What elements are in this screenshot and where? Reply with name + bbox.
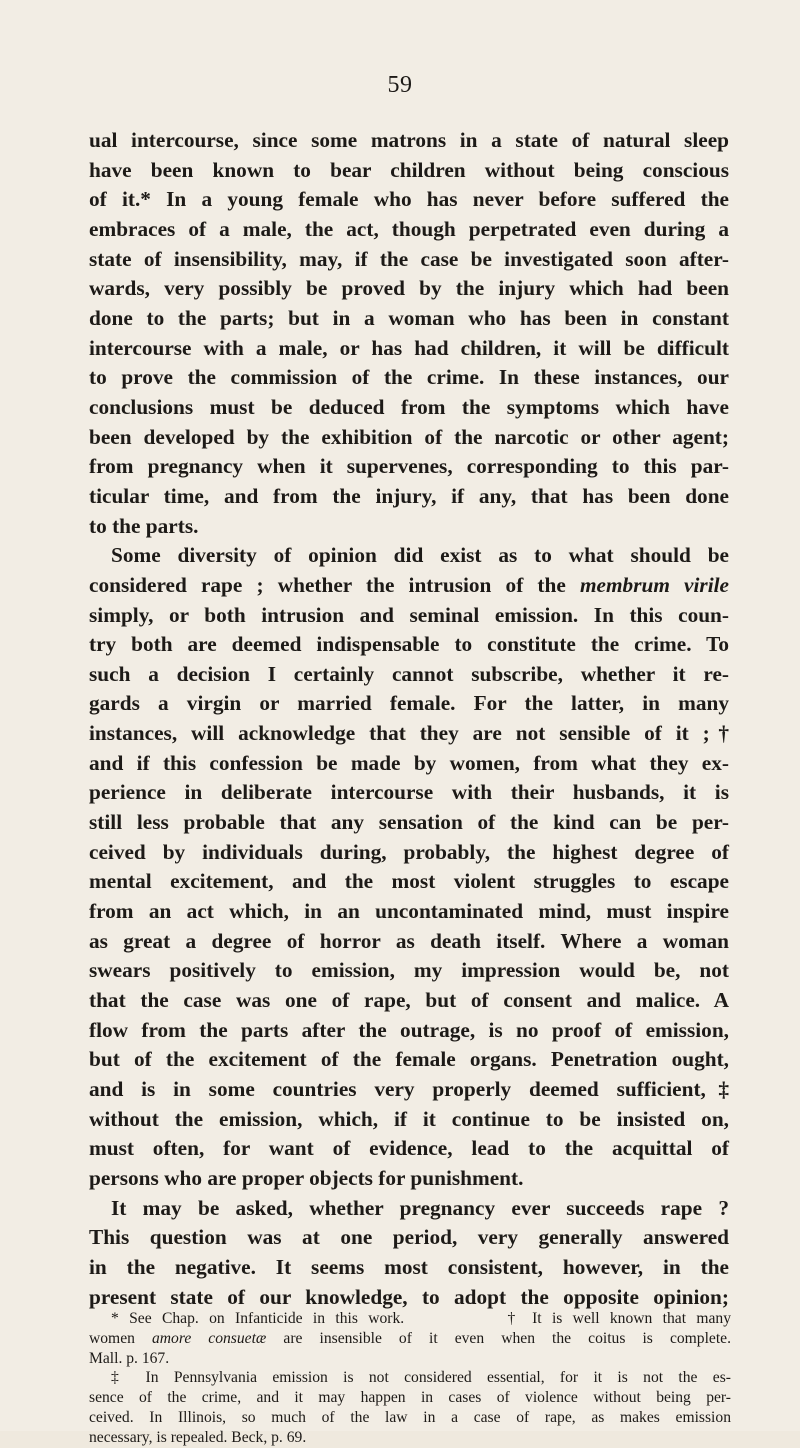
text-line: This question was at one period, very generally answered bbox=[89, 1225, 729, 1250]
text-line: from an act which, in an uncontaminated mind, must inspire bbox=[89, 899, 729, 924]
text-line: try both are deemed indispensable to constitute the crime. To bbox=[89, 632, 729, 657]
text-line: in the negative. It seems most consistent, however, in the bbox=[89, 1254, 729, 1279]
footnote-line: ceived. In Illinois, so much of the law in a case of rape, as makes emission bbox=[89, 1408, 731, 1426]
text-line: ticular time, and from the injury, if any, that has been done bbox=[89, 483, 729, 508]
text-line: to the parts. bbox=[89, 513, 199, 538]
text-line: ual intercourse, since some matrons in a state of natural sleep bbox=[89, 128, 729, 152]
text-line: ceived by individuals during, probably, the highest degree of bbox=[89, 839, 729, 864]
footnote-line: necessary, is repealed. Beck, p. 69. bbox=[89, 1428, 307, 1446]
footnotes bbox=[89, 1309, 731, 1448]
text-line: swears positively to emission, my impression would be, not bbox=[89, 958, 729, 983]
text-line: It may be asked, whether pregnancy ever succeeds rape ? bbox=[111, 1195, 729, 1220]
text-line: simply, or both intrusion and seminal emission. In this coun- bbox=[89, 602, 729, 627]
italic-term: membrum virile bbox=[579, 572, 729, 597]
footnote-line: Mall. p. 167. bbox=[89, 1349, 170, 1367]
footnote-line bbox=[89, 1309, 731, 1329]
text-line: intercourse with a male, or has had children, it will be difficult bbox=[89, 335, 729, 360]
text-line: state of insensibility, may, if the case be investigated soon after- bbox=[89, 246, 729, 271]
footnote-text: women bbox=[89, 1329, 152, 1347]
footnote-line: sence of the crime, and it may happen in cases of violence without being per- bbox=[89, 1389, 731, 1407]
text-line: have been known to bear children without being conscious bbox=[89, 157, 729, 182]
text-line: as great a degree of horror as death itself. Where a woman bbox=[89, 928, 729, 953]
text-line: present state of our knowledge, to adopt the opposite opinion; bbox=[89, 1284, 729, 1309]
text-line: instances, will acknowledge that they are not sensible of it ;† bbox=[89, 721, 729, 746]
text-line: mental excitement, and the most violent struggles to escape bbox=[89, 869, 729, 894]
text-line: without the emission, which, if it continue to be insisted on, bbox=[89, 1106, 729, 1131]
text-line: must often, for want of evidence, lead to the acquittal of bbox=[89, 1136, 729, 1161]
text-line: conclusions must be deduced from the symptoms which have bbox=[89, 394, 729, 419]
text-line bbox=[89, 571, 729, 601]
text-line: persons who are proper objects for punishment. bbox=[89, 1165, 524, 1190]
text-line: been developed by the exhibition of the narcotic or other agent; bbox=[89, 424, 729, 449]
footnote-text: are insensible of it even when the coitus is complete. bbox=[266, 1329, 731, 1347]
footnote-line: ‡ In Pennsylvania emission is not considered essential, for it is not the es- bbox=[111, 1369, 731, 1387]
footnote-star: * See Chap. on Infanticide in this work. bbox=[111, 1310, 405, 1327]
text-line: gards a virgin or married female. For the latter, in many bbox=[89, 691, 729, 716]
text-line: from pregnancy when it supervenes, corresponding to this par- bbox=[89, 454, 729, 479]
text-line: wards, very possibly be proved by the injury which had been bbox=[89, 276, 729, 301]
text-line: perience in deliberate intercourse with their husbands, it is bbox=[89, 780, 729, 805]
body-text bbox=[89, 126, 729, 1312]
text-line: and is in some countries very properly deemed sufficient,‡ bbox=[89, 1077, 729, 1101]
text-line: embraces of a male, the act, though perpetrated even during a bbox=[89, 216, 729, 241]
text-line: such a decision I certainly cannot subscribe, whether it re- bbox=[89, 661, 729, 686]
text-line: to prove the commission of the crime. In these instances, our bbox=[89, 365, 729, 390]
footnote-dagger-start: † It is well known that many bbox=[507, 1310, 732, 1327]
text-line: still less probable that any sensation of the kind can be per- bbox=[89, 810, 729, 835]
text-line: that the case was one of rape, but of consent and malice. A bbox=[89, 988, 729, 1013]
text-line: and if this confession be made by women, from what they ex- bbox=[89, 750, 729, 775]
text-line: of it.* In a young female who has never before suffered the bbox=[89, 187, 729, 212]
text-line: Some diversity of opinion did exist as to what should be bbox=[111, 543, 729, 568]
text-line: flow from the parts after the outrage, is no proof of emission, bbox=[89, 1017, 729, 1042]
text-fragment: considered rape ; whether the intrusion of the bbox=[89, 572, 580, 597]
footnote-line bbox=[89, 1329, 731, 1349]
italic-term: amore consuetæ bbox=[151, 1329, 267, 1347]
page-number: 59 bbox=[387, 72, 413, 98]
text-line: but of the excitement of the female organs. Penetration ought, bbox=[89, 1047, 729, 1072]
text-line: done to the parts; but in a woman who has been in constant bbox=[89, 305, 729, 330]
